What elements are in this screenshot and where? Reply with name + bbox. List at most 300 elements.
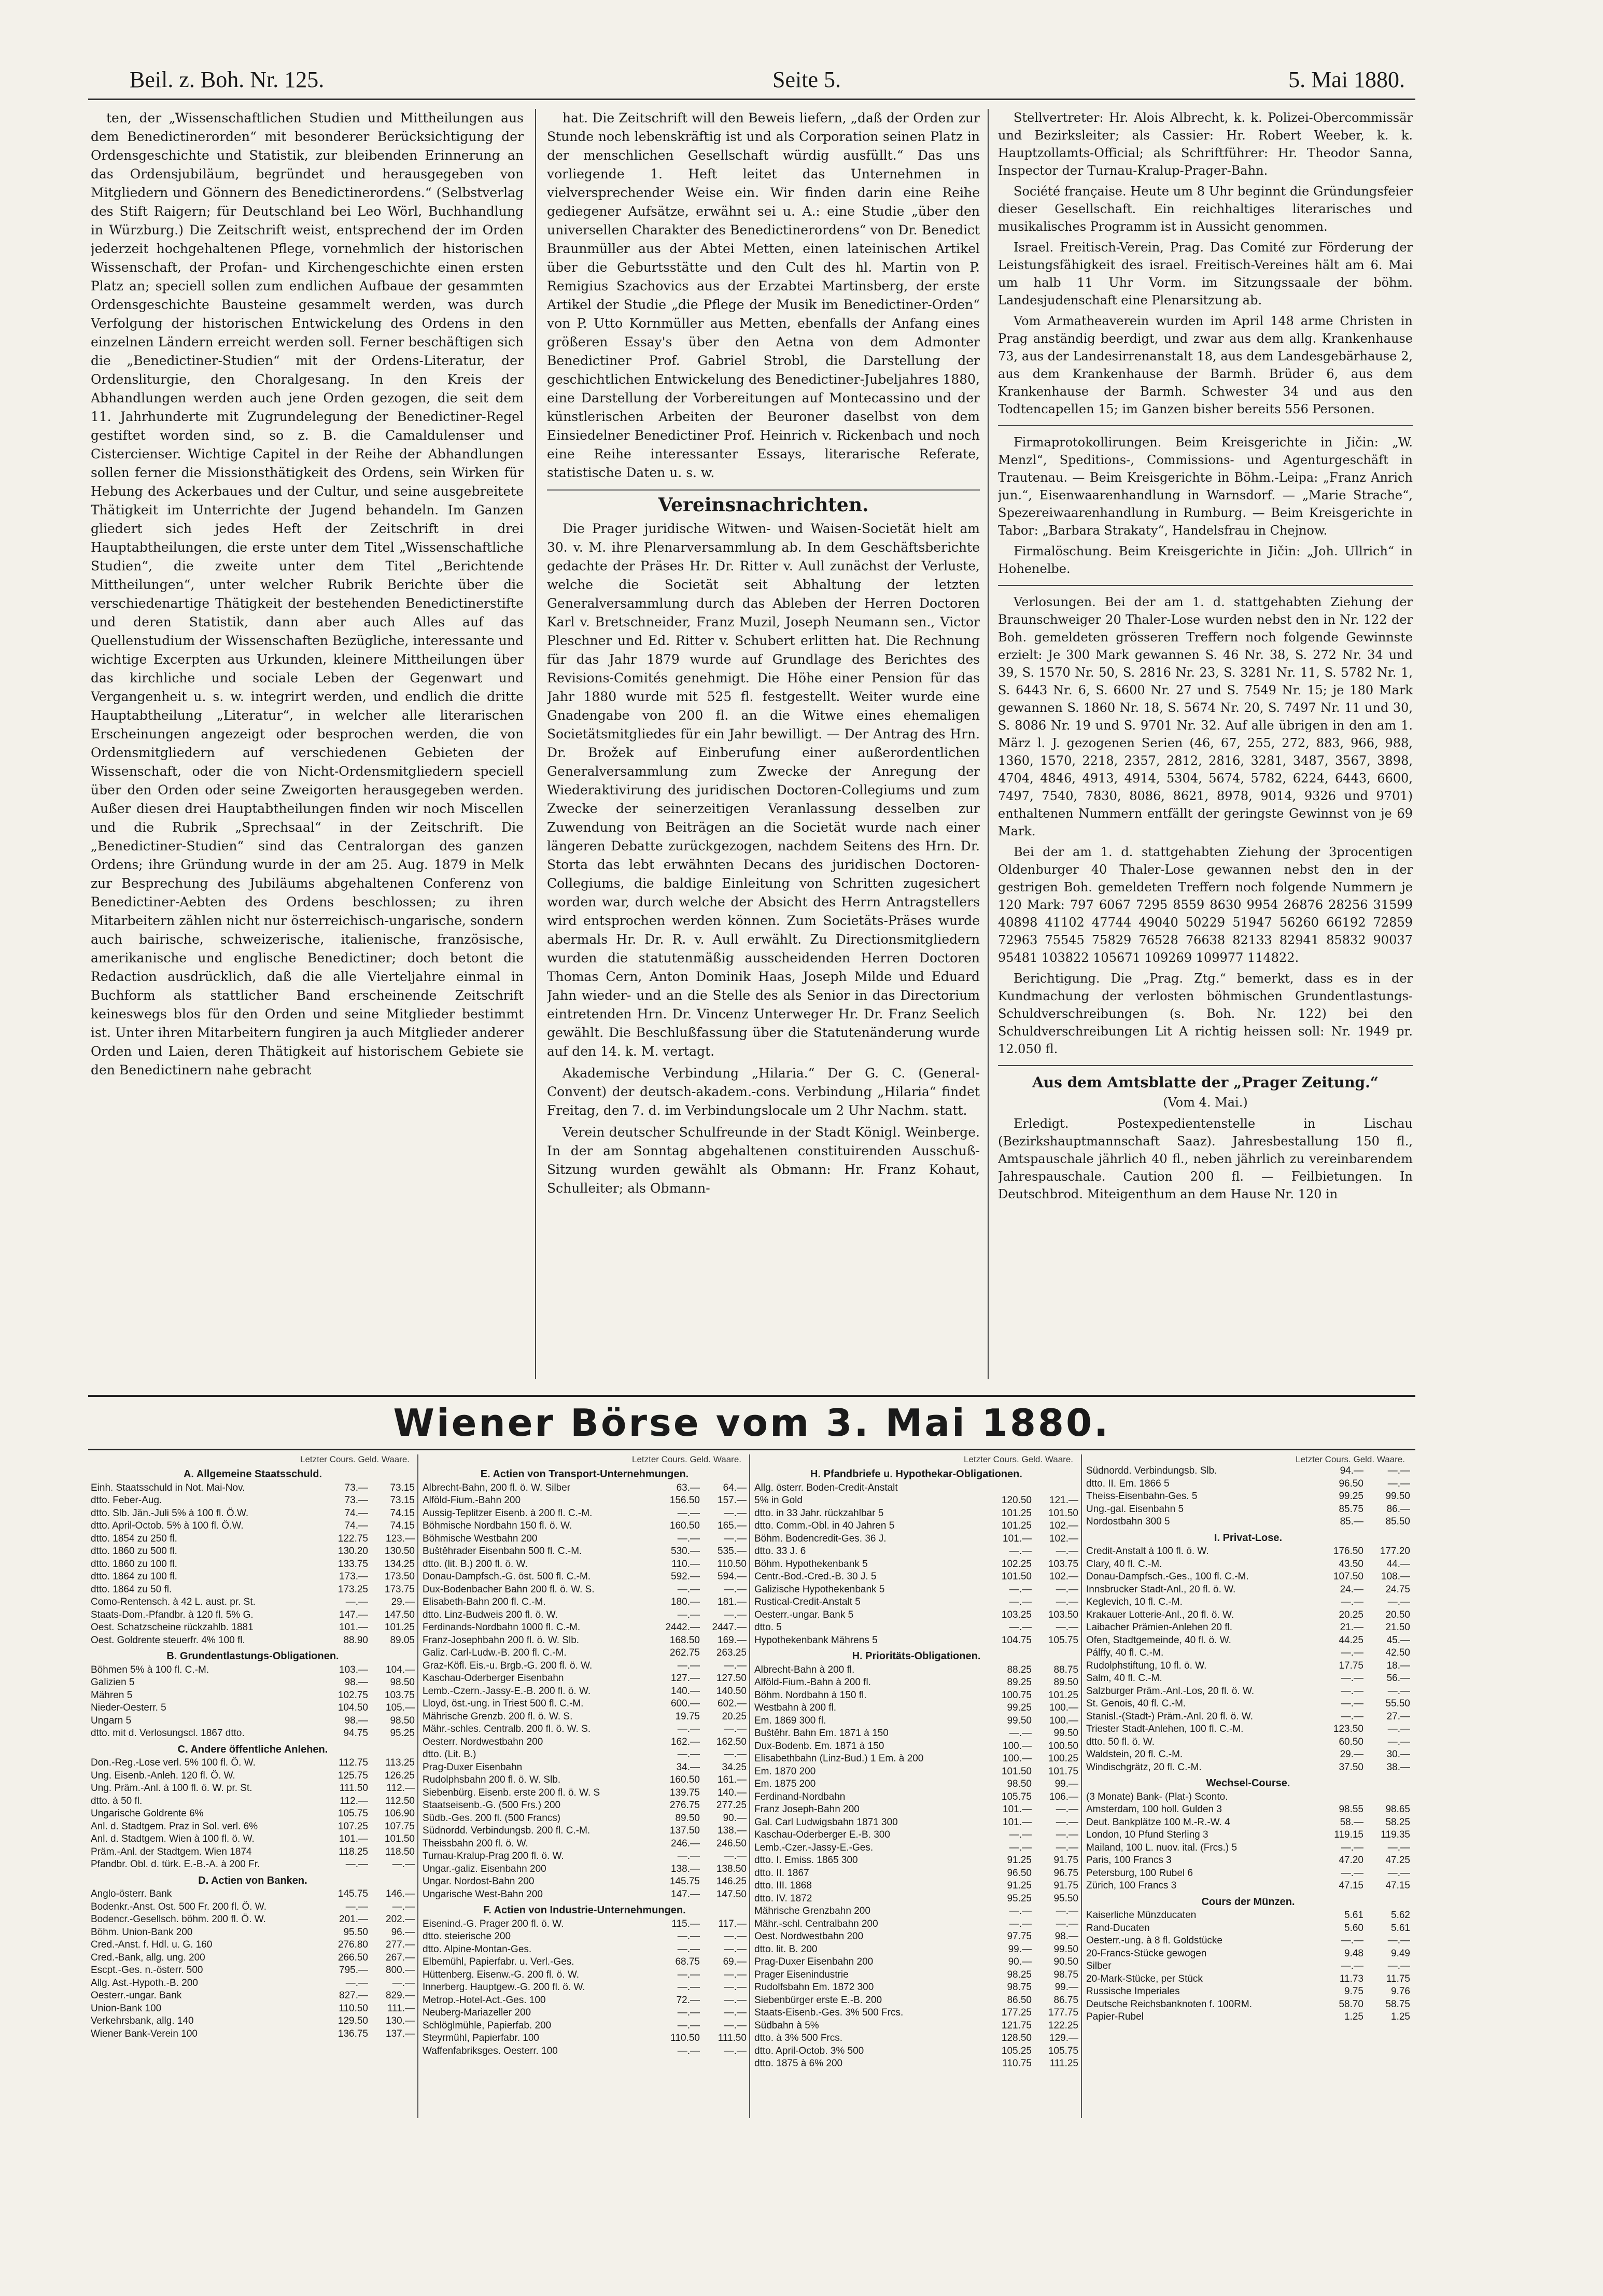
price-bid (1317, 1791, 1363, 1804)
bourse-column-1 (91, 1454, 415, 2118)
price-bid: —.— (1009, 1906, 1032, 1916)
security-name: Buštěhr. Bahn Em. 1871 à 150 (754, 1728, 889, 1739)
price-bid: 122.75 (338, 1533, 368, 1544)
security-name: Staats-Eisenb.-Ges. 3% 500 Frcs. (754, 2007, 904, 2018)
table-row (1086, 1711, 1410, 1724)
security-name: Einh. Staatsschuld in Not. Mai-Nov. (91, 1482, 245, 1493)
table-row (91, 1621, 415, 1634)
price-bid: —.— (1009, 1622, 1032, 1633)
security-name: Albrecht-Bahn à 200 fl. (754, 1664, 855, 1675)
price-ask: 73.15 (390, 1482, 415, 1493)
security-name: Theiss-Eisenbahn-Ges. 5 (1086, 1491, 1198, 1502)
price-bid: 176.50 (1333, 1546, 1363, 1557)
price-ask: 177.75 (1048, 2007, 1078, 2018)
price-bid: 530.— (671, 1546, 700, 1557)
security-name: Staats-Dom.-Pfandbr. à 120 fl. 5% G. (91, 1609, 254, 1620)
price-ask: 18.— (1386, 1660, 1410, 1671)
price-ask: 96.75 (1053, 1867, 1078, 1879)
security-name: Em. 1875 200 (754, 1779, 816, 1789)
price-ask: 9.49 (1391, 1948, 1410, 1959)
price-bid: 95.25 (1007, 1893, 1032, 1904)
security-name: Ferdinands-Nordbahn 1000 fl. C.-M. (423, 1622, 581, 1633)
price-ask: —.— (724, 1994, 747, 2006)
price-bid: 127.— (671, 1673, 700, 1684)
price-bid: 96.50 (1339, 1478, 1363, 1489)
security-name: Innerberg. Hauptgew.-G. 200 fl. ö. W. (423, 1982, 585, 1993)
table-row (423, 1621, 747, 1634)
price-bid: —.— (1009, 1918, 1032, 1929)
security-name: Ungarische West-Bahn 200 (423, 1888, 543, 1900)
article-paragraph: hat. Die Zeitschrift will den Beweis liefern, „daß der Orden zur Stunde noch lebenskräftig ist und als Corporation seinen Platz in der menschlichen Gesellschaft würdig ausfüllt.“ Das uns vorliegende 1. Heft leitet das Unternehmen in vielversprechender Weise ein. Wir finden darin eine Reihe gediegener Aufsätze, erwähnt sei u. A.: eine Studie „über den universellen Charakter des Benedictinerordens“ von Dr. Benedict Braunmüller aus der Abtei Metten, einen lateinischen Artikel über die Geburtsstätte und den Cult des hl. Martin von P. Remigius Szachovics aus der Erzabtei Martinsberg, der erste Artikel der Studie „die Pflege der Musik im Benedictiner-Orden“ von P. Utto Kornmüller aus Metten, ebenfalls der Anfang eines größeren Essay's über den Aetna von dem Admonter Benedictiner Prof. Gabriel Strobl, die Darstellung der geschichtlichen Entwickelung des Benedictiner-Jubeljahres 1880, eine Darstellung der Vorbereitungen auf Montecassino und der künstlerischen Arbeiten der Beuroner daselbst von dem Einsiedelner Benedictiner Prof. Heinrich v. Rickenbach und noch eine Reihe interessanter Essays, literarische Referate, statistische Daten u. s. w. (547, 110, 980, 480)
security-name: dtto. 1864 zu 50 fl. (91, 1584, 172, 1595)
price-ask: 5.61 (1391, 1922, 1410, 1934)
price-bid: —.— (345, 1901, 368, 1912)
table-row (423, 1482, 747, 1495)
price-bid: 34.— (676, 1761, 700, 1773)
security-name: dtto. April-Octob. 5% à 100 fl. Ö.W. (91, 1520, 244, 1531)
price-ask: 24.75 (1385, 1584, 1410, 1595)
table-row (1086, 1672, 1410, 1685)
price-bid: 156.50 (669, 1495, 700, 1506)
bourse-section-title: I. Privat-Lose. (1214, 1532, 1283, 1544)
price-bid: —.— (345, 1597, 368, 1607)
security-name: Nordostbahn 300 5 (1086, 1516, 1170, 1527)
table-row (423, 1672, 747, 1685)
price-bid: 74.— (344, 1520, 368, 1531)
price-ask: 101.50 (384, 1833, 415, 1844)
table-row (91, 1676, 415, 1689)
security-name: Innsbrucker Stadt-Anl., 20 fl. ö. W. (1086, 1584, 1236, 1595)
price-ask: 105.75 (1048, 1634, 1078, 1646)
security-name: Böhmische Nordbahn 150 fl. ö. W. (423, 1520, 572, 1531)
table-row (1086, 1698, 1410, 1711)
price-ask: 103.50 (1048, 1609, 1078, 1620)
table-row (423, 1888, 747, 1901)
security-name: Hüttenberg. Eisenw.-G. 200 fl. ö. W. (423, 1969, 580, 1980)
price-bid: 73.— (344, 1495, 368, 1506)
price-ask: 146.— (386, 1888, 415, 1899)
price-ask: 1.25 (1391, 2011, 1410, 2022)
price-bid: 123.50 (1333, 1724, 1363, 1734)
security-name: dtto. II. Em. 1866 5 (1086, 1478, 1170, 1489)
table-row (754, 1803, 1078, 1816)
security-name: St. Genois, 40 fl. C.-M. (1086, 1698, 1186, 1709)
security-name: Böhmische Westbahn 200 (423, 1533, 538, 1544)
table-row (1086, 1685, 1410, 1698)
price-bid: 98.50 (1007, 1779, 1032, 1789)
table-row (423, 1825, 747, 1838)
table-row (91, 1571, 415, 1584)
price-ask: 73.15 (390, 1495, 415, 1506)
table-row (423, 1736, 747, 1749)
table-row (91, 1901, 415, 1914)
price-ask (1363, 1791, 1410, 1804)
table-row (1086, 1736, 1410, 1749)
security-name: Präm.-Anl. der Stadtgem. Wien 1874 (91, 1846, 252, 1857)
bourse-section-title: H. Pfandbriefe u. Hypothekar-Obligationen. (810, 1468, 1022, 1480)
security-name: Cred.-Anst. f. Hdl. u. G. 160 (91, 1939, 213, 1950)
bourse-section-title: F. Actien von Industrie-Unternehmungen. (483, 1905, 686, 1916)
price-bid: 137.50 (669, 1825, 700, 1836)
table-row (423, 1609, 747, 1622)
table-row (1086, 1584, 1410, 1597)
price-bid: 101.25 (1001, 1520, 1032, 1531)
price-bid: 5.61 (1344, 1910, 1363, 1921)
price-ask: 45.— (1386, 1634, 1410, 1646)
table-row (754, 1880, 1078, 1893)
header-date: 5. Mai 1880. (1288, 67, 1405, 92)
price-bid: 600.— (671, 1698, 700, 1709)
price-ask: 113.25 (385, 1757, 415, 1768)
price-ask (1032, 1482, 1078, 1495)
price-bid: 246.— (671, 1838, 700, 1849)
price-ask: —.— (724, 1851, 747, 1861)
price-bid: 262.75 (669, 1647, 700, 1658)
table-row (754, 1842, 1078, 1855)
price-ask: 105.75 (1048, 2045, 1078, 2056)
security-name: Siebenbürger erste E.-B. 200 (754, 1994, 882, 2006)
price-bid: 97.75 (1007, 1931, 1032, 1942)
table-row (754, 1596, 1078, 1609)
security-name: Ungar.-galiz. Eisenbahn 200 (423, 1863, 546, 1874)
price-ask: —.— (724, 1533, 747, 1544)
table-row (91, 1727, 415, 1740)
price-bid: —.— (677, 2045, 700, 2056)
price-ask: 99.— (1054, 1982, 1078, 1993)
price-bid: 112.— (340, 1795, 368, 1807)
price-bid: 85.75 (1339, 1503, 1363, 1515)
table-row (423, 1943, 747, 1956)
column-divider (535, 109, 536, 1379)
table-row (754, 2020, 1078, 2033)
security-name: dtto. mit d. Verlosungscl. 1867 dtto. (91, 1728, 245, 1739)
price-ask: —.— (1387, 1478, 1410, 1489)
price-bid: 19.75 (675, 1711, 700, 1722)
price-ask: —.— (724, 1931, 747, 1942)
table-row (423, 1812, 747, 1825)
security-name: dtto. Comm.-Obl. in 40 Jahren 5 (754, 1520, 895, 1531)
security-name: Cred.-Bank, allg. ung. 200 (91, 1952, 205, 1963)
price-ask: 105.— (386, 1702, 415, 1713)
price-ask: 89.05 (390, 1634, 415, 1646)
security-name: dtto. 1860 zu 500 fl. (91, 1546, 177, 1557)
price-bid: 91.25 (1007, 1855, 1032, 1866)
price-bid: 43.50 (1339, 1558, 1363, 1570)
price-ask: 107.75 (384, 1821, 415, 1832)
table-row (754, 1609, 1078, 1622)
security-name: Petersburg, 100 Rubel 6 (1086, 1867, 1193, 1879)
table-row (91, 1858, 415, 1871)
price-bid: 107.25 (338, 1821, 368, 1832)
price-ask: 104.— (386, 1664, 415, 1675)
security-name: Ofen, Stadtgemeinde, 40 fl. ö. W. (1086, 1634, 1231, 1646)
table-row (1086, 1935, 1410, 1948)
table-row (754, 1621, 1078, 1634)
price-bid: 98.75 (1007, 1982, 1032, 1993)
price-ask: 58.25 (1385, 1816, 1410, 1828)
price-bid: 99.50 (1007, 1715, 1032, 1726)
price-ask: —.— (724, 1982, 747, 1993)
table-row (91, 2015, 415, 2028)
table-row (423, 1571, 747, 1584)
price-bid: 110.— (671, 1558, 700, 1570)
price-bid: —.— (345, 1977, 368, 1989)
price-ask: 88.75 (1053, 1664, 1078, 1675)
price-bid: 74.— (344, 1507, 368, 1519)
table-row (423, 1918, 747, 1931)
table-row (1086, 1791, 1410, 1804)
price-ask: 101.25 (384, 1622, 415, 1633)
security-name: Escpt.-Ges. n.-österr. 500 (91, 1965, 203, 1976)
security-name: Galizische Hypothekenbank 5 (754, 1584, 885, 1595)
security-name: dtto. Feber-Aug. (91, 1495, 162, 1506)
price-bid: 101.— (339, 1833, 368, 1844)
bourse-section-title: Wechsel-Course. (1206, 1777, 1290, 1789)
price-bid: 58.70 (1339, 1998, 1363, 2010)
section-subheading: (Vom 4. Mai.) (1163, 1095, 1248, 1110)
price-bid: 201.— (339, 1914, 368, 1925)
price-bid: 147.— (339, 1609, 368, 1620)
table-row (91, 1634, 415, 1647)
price-ask: 134.25 (384, 1558, 415, 1570)
price-bid: 136.75 (338, 2028, 368, 2039)
security-name: dtto. IV. 1872 (754, 1893, 812, 1904)
security-name: Elisabeth-Bahn 200 fl. C.-M. (423, 1597, 546, 1607)
price-ask: 138.— (718, 1825, 747, 1836)
table-row (91, 1494, 415, 1507)
price-ask: 161.— (718, 1774, 747, 1785)
price-bid: 24.— (1340, 1584, 1363, 1595)
table-row (1086, 1761, 1410, 1774)
price-bid: 138.— (671, 1863, 700, 1874)
security-name: dtto. 1854 zu 250 fl. (91, 1533, 177, 1544)
news-item: Stellvertreter: Hr. Alois Albrecht, k. k. Polizei-Obercommissär und Bezirksleiter; als Cassier: Hr. Robert Weeber, k. k. Hauptzollamts-Official; als Schriftführer: Hr. Theodor Sanna, Inspector der Turnau-Kralup-Prager-Bahn. (998, 110, 1413, 178)
table-row (754, 1727, 1078, 1740)
price-bid: 2442.— (665, 1622, 700, 1633)
news-item: Société française. Heute um 8 Uhr beginnt die Gründungsfeier dieser Gesellschaft. Ein reichhaltiges literarisches und musikalisches Programm ist in Aussicht genommen. (998, 184, 1413, 234)
price-ask: —.— (724, 1969, 747, 1980)
price-ask: —.— (1387, 1736, 1410, 1747)
price-bid: 96.50 (1007, 1867, 1032, 1879)
price-bid: 111.50 (339, 1783, 368, 1794)
security-name: Rudolphsbahn 200 fl. ö. W. Slb. (423, 1774, 561, 1785)
price-bid: 58.— (1340, 1816, 1363, 1828)
price-bid: 128.50 (1001, 2033, 1032, 2043)
table-row (91, 1990, 415, 2003)
price-bid: 105.25 (1001, 2045, 1032, 2056)
security-name: Böhmen 5% à 100 fl. C.-M. (91, 1664, 209, 1675)
price-ask: 138.50 (716, 1863, 747, 1874)
security-name: Mähren 5 (91, 1689, 133, 1701)
security-name: Mailand, 100 L. nuov. ital. (Frcs.) 5 (1086, 1842, 1238, 1853)
price-bid: 101.— (339, 1622, 368, 1633)
security-name: Pfandbr. Obl. d. türk. E.-B.-A. à 200 Fr. (91, 1859, 260, 1870)
security-name: dtto. 50 fl. ö. W. (1086, 1736, 1155, 1747)
price-ask: —.— (1056, 1918, 1078, 1929)
price-bid: —.— (677, 2020, 700, 2031)
price-ask: 246.50 (716, 1838, 747, 1849)
table-row (1086, 1973, 1410, 1986)
header-page-number: Seite 5. (772, 67, 841, 92)
security-name: London, 10 Pfund Sterling 3 (1086, 1829, 1208, 1840)
security-name: Russische Imperiales (1086, 1986, 1180, 1997)
table-row (423, 1863, 747, 1876)
table-row (423, 1545, 747, 1558)
table-row (91, 1782, 415, 1795)
table-row (754, 1676, 1078, 1689)
security-name: Lemb.-Czern.-Jassy-E.-B. 200 fl. ö. W. (423, 1685, 591, 1697)
price-ask: 157.— (718, 1495, 747, 1506)
price-ask: 121.— (1049, 1495, 1078, 1506)
price-bid: 276.75 (669, 1800, 700, 1811)
bourse-section-title: A. Allgemeine Staatsschuld. (183, 1468, 322, 1480)
price-bid: —.— (1341, 1711, 1363, 1722)
price-ask: 110.50 (717, 1558, 747, 1570)
table-row (91, 2003, 415, 2015)
price-ask: 86.— (1386, 1503, 1410, 1515)
table-row (1086, 1465, 1410, 1478)
bourse-section-title: H. Prioritäts-Obligationen. (852, 1650, 981, 1662)
price-ask: 91.75 (1053, 1855, 1078, 1866)
price-ask: 100.50 (1048, 1740, 1078, 1752)
price-ask: 111.— (387, 2003, 415, 2014)
table-row (754, 1520, 1078, 1533)
news-item: Verein deutscher Schulfreunde in der Stadt Königl. Weinberge. In der am Sonntag abgehaltenen constituirenden Ausschuß-Sitzung wurden gewählt als Obmann: Hr. Franz Kohaut, Schulleiter; als Obmann- (547, 1125, 980, 1196)
table-row (754, 1494, 1078, 1507)
price-ask: 103.75 (1048, 1558, 1078, 1570)
security-name: Dux-Bodenb. Em. 1871 à 150 (754, 1740, 884, 1752)
price-ask: —.— (1056, 1906, 1078, 1916)
price-ask: —.— (392, 1901, 415, 1912)
security-name: Waldstein, 20 fl. C.-M. (1086, 1749, 1183, 1760)
price-bid: —.— (677, 1851, 700, 1861)
table-row (91, 1702, 415, 1715)
table-row (754, 1584, 1078, 1597)
security-name: Credit-Anstalt à 100 fl. ö. W. (1086, 1546, 1209, 1557)
table-row (1086, 1816, 1410, 1829)
security-name: Kaiserliche Münzducaten (1086, 1910, 1197, 1921)
price-bid: —.— (1341, 1961, 1363, 1971)
table-row (1086, 1503, 1410, 1516)
price-ask: 146.25 (716, 1876, 747, 1887)
security-name: dtto. 5 (754, 1622, 782, 1633)
page-header (88, 57, 1415, 100)
price-bid: 37.50 (1339, 1761, 1363, 1773)
price-ask: —.— (1387, 1597, 1410, 1607)
price-ask: 177.20 (1380, 1546, 1410, 1557)
security-name: Em. 1870 200 (754, 1766, 816, 1777)
price-bid: 63.— (676, 1482, 700, 1493)
bourse-column-3 (754, 1454, 1078, 2118)
security-name: Elisabethbahn (Linz-Bud.) 1 Em. à 200 (754, 1753, 924, 1764)
price-ask: —.— (1056, 1597, 1078, 1607)
security-name: Böhm. Hypothekenbank 5 (754, 1558, 868, 1570)
price-bid: 100.75 (1001, 1689, 1032, 1701)
price-ask: 169.— (718, 1634, 747, 1646)
price-bid: 9.75 (1344, 1986, 1363, 1997)
price-ask: 47.25 (1385, 1855, 1410, 1866)
security-name: Oest. Schatzscheine rückzahlb. 1881 (91, 1622, 254, 1633)
table-row (754, 1571, 1078, 1584)
price-ask: 56.— (1386, 1673, 1410, 1684)
table-row (423, 1956, 747, 1969)
price-bid: 105.75 (338, 1808, 368, 1819)
price-ask: —.— (1056, 1622, 1078, 1633)
price-bid: 94.75 (343, 1728, 368, 1739)
price-bid: 827.— (339, 1990, 368, 2001)
security-name: dtto. Slb. Jän.-Juli 5% à 100 fl. Ö.W. (91, 1507, 249, 1519)
price-bid: 140.— (671, 1685, 700, 1697)
security-name: dtto. 1875 à 6% 200 (754, 2058, 843, 2069)
table-row (754, 1918, 1078, 1931)
price-ask: 58.75 (1385, 1998, 1410, 2010)
price-ask: 90.50 (1053, 1956, 1078, 1967)
table-row (91, 1888, 415, 1901)
price-ask: 165.— (718, 1520, 747, 1531)
price-bid: 98.— (344, 1715, 368, 1726)
bourse-section-title: E. Actien von Transport-Unternehmungen. (480, 1468, 689, 1480)
table-row (423, 2032, 747, 2045)
price-ask: 117.— (718, 1918, 747, 1929)
table-row (1086, 1660, 1410, 1673)
table-row (423, 1596, 747, 1609)
price-ask: 99.50 (1385, 1491, 1410, 1502)
security-name: dtto. 1864 zu 100 fl. (91, 1571, 177, 1582)
security-name: Westbahn à 200 fl. (754, 1702, 837, 1713)
security-name: Salzburger Präm.-Anl.-Los, 20 fl. ö. W. (1086, 1685, 1255, 1697)
table-row (423, 1787, 747, 1800)
price-ask: 2447.— (712, 1622, 747, 1633)
security-name: Buštěhrader Eisenbahn 500 fl. C.-M. (423, 1546, 582, 1557)
price-bid: —.— (1341, 1842, 1363, 1853)
table-row (754, 1507, 1078, 1520)
price-bid: 276.80 (338, 1939, 368, 1950)
article-column-2 (547, 109, 980, 1379)
security-name: dtto. Alpine-Montan-Ges. (423, 1943, 532, 1955)
price-bid: 47.20 (1339, 1855, 1363, 1866)
table-row (91, 1482, 415, 1495)
price-bid: —.— (677, 1969, 700, 1980)
bourse-title: Wiener Börse vom 3. Mai 1880. (88, 1395, 1415, 1450)
security-name: Silber (1086, 1961, 1112, 1971)
table-row (754, 1533, 1078, 1546)
table-row (91, 1757, 415, 1770)
column-divider (988, 109, 989, 1379)
price-ask: 202.— (386, 1914, 415, 1925)
price-bid: —.— (677, 1724, 700, 1734)
table-row (754, 2045, 1078, 2058)
price-bid: 95.50 (343, 1926, 368, 1938)
price-ask: 101.50 (1048, 1507, 1078, 1519)
table-row (754, 1905, 1078, 1918)
price-ask: —.— (392, 1859, 415, 1870)
price-bid: 68.75 (675, 1956, 700, 1967)
news-item: Firmaprotokollirungen. Beim Kreisgerichte in Jičin: „W. Menzl“, Speditions-, Commissions- und Agenturgeschäft in Trautenau. — Beim Kreisgerichte in Böhm.-Leipa: „Franz Anrich jun.“, Eisenwaarenhandlung in Warnsdorf. — „Marie Strache“, Spezereiwaarenhandlung in Rumburg. — Beim Kreisgerichte in Tabor: „Barbara Strakaty“, Handelsfrau in Chejnow. (998, 435, 1413, 538)
price-ask: 98.75 (1053, 1969, 1078, 1980)
table-row (1086, 1960, 1410, 1973)
table-row (1086, 1854, 1410, 1867)
price-bid: —.— (677, 1584, 700, 1595)
news-item: Israel. Freitisch-Verein, Prag. Das Comité zur Förderung der Leistungsfähigkeit des israel. Freitisch-Vereines hält am 6. Mai um halb 11 Uhr Vorm. im Sitzungssaale der böhm. Landesjudenschaft eine Plenarsitzung ab. (998, 240, 1413, 307)
news-item: Akademische Verbindung „Hilaria.“ Der G. C. (General-Convent) der deutsch-akadem.-cons. Verbindung „Hilaria“ findet Freitag, den 7. d. im Verbindungslocale um 2 Uhr Nachm. statt. (547, 1066, 980, 1118)
price-bid: —.— (1009, 1829, 1032, 1840)
price-ask: 95.25 (390, 1728, 415, 1739)
price-bid: 147.— (671, 1888, 700, 1900)
security-name: Prag-Duxer Eisenbahn (423, 1761, 523, 1773)
price-bid: 99.25 (1007, 1702, 1032, 1713)
table-row (91, 1545, 415, 1558)
table-row (423, 2045, 747, 2058)
